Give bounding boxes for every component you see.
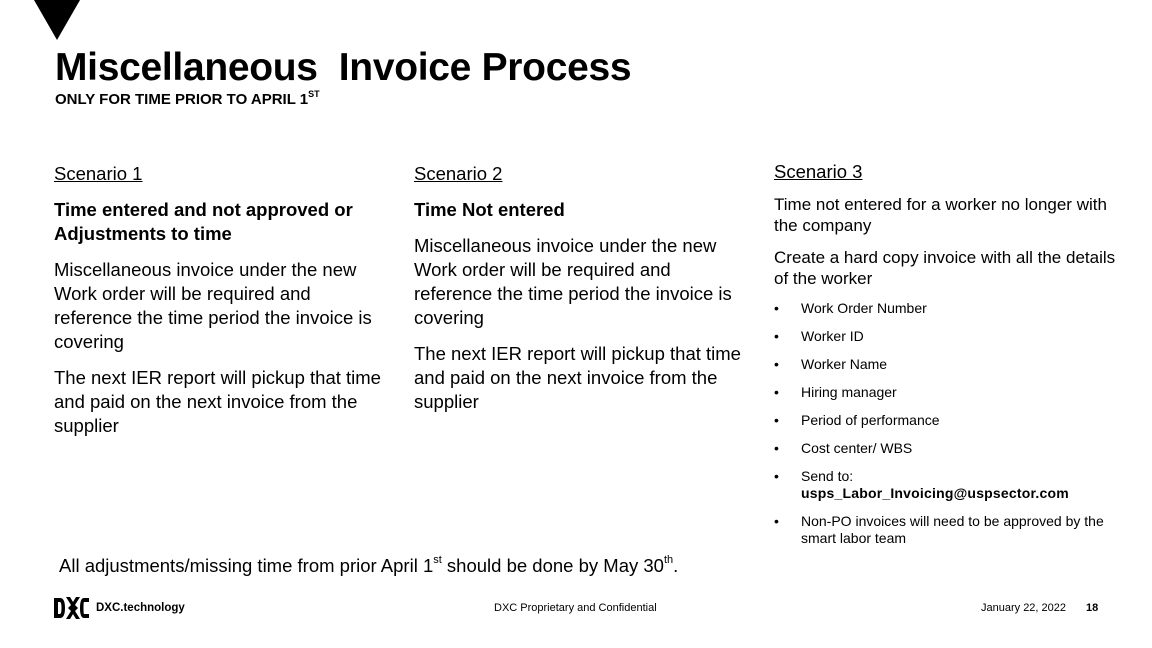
worker-details-list: [774, 300, 1119, 547]
dxc-logo-icon: [54, 597, 90, 619]
scenario-3-heading: Scenario 3: [774, 161, 863, 182]
bullet-icon: •: [774, 328, 779, 344]
list-item: • Period of performance: [774, 412, 940, 428]
bullet-icon: •: [774, 440, 779, 456]
dxc-logo: [54, 597, 185, 619]
bullet-icon: •: [774, 300, 779, 316]
corner-triangle-decoration: [34, 0, 80, 40]
slide-title: Miscellaneous Invoice Process: [55, 46, 632, 89]
bullet-icon: •: [774, 468, 779, 484]
bullet-icon: •: [774, 356, 779, 372]
scenario-1-condition: Time entered and not approved or Adjustments to time: [54, 199, 353, 244]
scenario-3-paragraph-2: Create a hard copy invoice with all the details of the worker: [774, 248, 1116, 288]
confidentiality-notice: DXC Proprietary and Confidential: [494, 602, 657, 614]
scenario-2-condition: Time Not entered: [414, 199, 565, 220]
scenario-1-paragraph-1: Miscellaneous invoice under the new Work order will be required and reference the time period the invoice is covering: [54, 259, 372, 352]
list-item: • Cost center/ WBS: [774, 440, 913, 456]
scenario-1-column: [54, 162, 389, 450]
bullet-icon: •: [774, 412, 779, 428]
deadline-note: All adjustments/missing time from prior April 1st should be done by May 30th.: [59, 554, 679, 576]
scenario-1-paragraph-2: The next IER report will pickup that time and paid on the next invoice from the supplier: [54, 367, 381, 436]
bullet-icon: •: [774, 384, 779, 400]
scenario-1-heading: Scenario 1: [54, 163, 143, 184]
scenario-2-column: [414, 162, 749, 426]
list-item: • Worker ID: [774, 328, 864, 344]
scenario-2-paragraph-1: Miscellaneous invoice under the new Work order will be required and reference the time period the invoice is covering: [414, 235, 732, 328]
page-number: 18: [1086, 602, 1099, 614]
footer-date: January 22, 2022: [981, 602, 1067, 614]
list-item: • Hiring manager: [774, 384, 897, 400]
list-item: • Send to: usps_Labor_Invoicing@uspsector.com: [774, 468, 1069, 501]
list-item: • Non-PO invoices will need to be approved by the smart labor team: [774, 513, 1104, 546]
scenario-2-heading: Scenario 2: [414, 163, 503, 184]
scenario-3-column: [774, 160, 1119, 558]
list-item: • Work Order Number: [774, 300, 927, 316]
scenario-3-paragraph-1: Time not entered for a worker no longer with the company: [774, 195, 1107, 235]
email-address: usps_Labor_Invoicing@uspsector.com: [801, 485, 1069, 501]
scenario-2-paragraph-2: The next IER report will pickup that time and paid on the next invoice from the supplier: [414, 343, 741, 412]
logo-text: DXC.technology: [96, 602, 185, 614]
list-item: • Worker Name: [774, 356, 888, 372]
slide-subtitle: ONLY FOR TIME PRIOR TO APRIL 1ST: [55, 89, 320, 108]
bullet-icon: •: [774, 513, 779, 529]
